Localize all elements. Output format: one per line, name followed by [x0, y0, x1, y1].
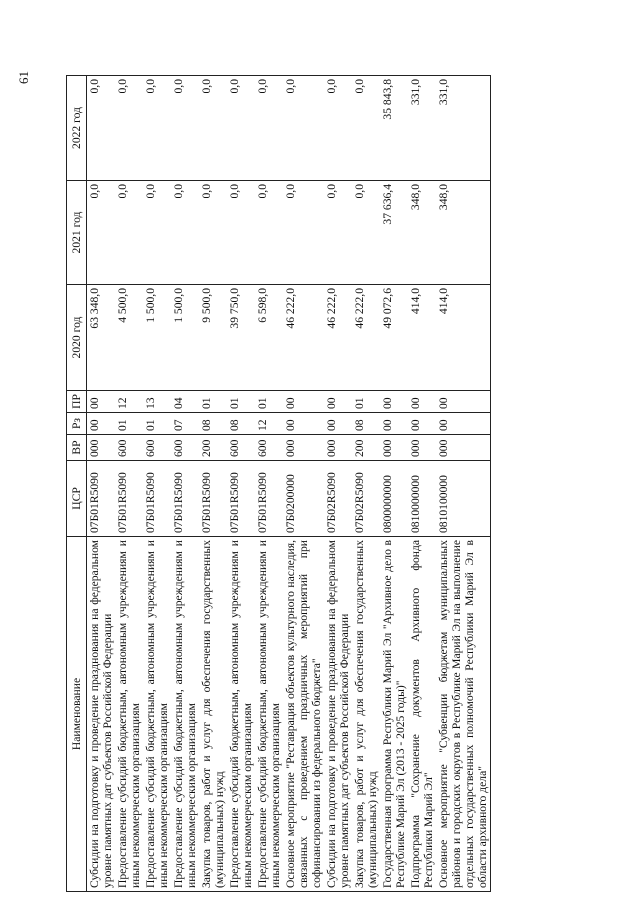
row-2021: 0,0 — [199, 181, 227, 285]
table-header — [67, 76, 87, 892]
row-2022: 0,0 — [115, 76, 143, 181]
row-2020: 49 072,6 — [380, 285, 408, 391]
row-csr: 0810100000 — [436, 461, 491, 537]
table-row — [436, 76, 491, 892]
row-rz: 08 — [352, 413, 380, 435]
row-pr: 00 — [283, 391, 324, 413]
row-2022: 0,0 — [143, 76, 171, 181]
row-2020: 63 348,0 — [87, 285, 116, 391]
table-row — [352, 76, 380, 892]
row-name: Субсидии на подготовку и проведение празднования на федеральном уровне памятных дат субъектов Российской Федерации — [324, 537, 352, 892]
row-rz: 00 — [408, 413, 436, 435]
header-2021: 2021 год — [67, 181, 87, 285]
row-2020: 6 598,0 — [255, 285, 283, 391]
row-2020: 414,0 — [436, 285, 491, 391]
row-pr: 13 — [143, 391, 171, 413]
header-rz: Рз — [67, 413, 87, 435]
row-2021: 348,0 — [436, 181, 491, 285]
row-csr: 07Б0200000 — [283, 461, 324, 537]
row-2021: 0,0 — [87, 181, 116, 285]
header-2022: 2022 год — [67, 76, 87, 181]
row-name: Государственная программа Республики Марий Эл "Архивное дело в Республике Марий Эл (2013 - 2025 годы)" — [380, 537, 408, 892]
row-csr: 07Б01R5090 — [171, 461, 199, 537]
row-pr: 00 — [380, 391, 408, 413]
row-pr: 12 — [115, 391, 143, 413]
row-2021: 0,0 — [143, 181, 171, 285]
row-rz: 00 — [324, 413, 352, 435]
row-rz: 08 — [199, 413, 227, 435]
row-2020: 39 750,0 — [227, 285, 255, 391]
row-rz: 00 — [87, 413, 116, 435]
row-2022: 0,0 — [87, 76, 116, 181]
row-name: Предоставление субсидий бюджетным, автономным учреждениям и иным некоммерческим организациям — [143, 537, 171, 892]
row-2021: 0,0 — [283, 181, 324, 285]
row-pr: 01 — [199, 391, 227, 413]
row-2022: 0,0 — [283, 76, 324, 181]
row-rz: 08 — [227, 413, 255, 435]
table-row — [255, 76, 283, 892]
row-pr: 00 — [408, 391, 436, 413]
row-pr: 01 — [352, 391, 380, 413]
row-name: Предоставление субсидий бюджетным, автономным учреждениям и иным некоммерческим организациям — [115, 537, 143, 892]
row-vr: 000 — [408, 435, 436, 461]
budget-table — [66, 75, 491, 892]
header-pr: ПР — [67, 391, 87, 413]
row-2022: 0,0 — [352, 76, 380, 181]
row-2020: 46 222,0 — [324, 285, 352, 391]
row-pr: 00 — [436, 391, 491, 413]
row-vr: 000 — [324, 435, 352, 461]
table-row — [87, 76, 116, 892]
table-row — [227, 76, 255, 892]
row-rz: 01 — [143, 413, 171, 435]
header-csr: ЦСР — [67, 461, 87, 537]
row-2021: 0,0 — [115, 181, 143, 285]
row-2022: 331,0 — [408, 76, 436, 181]
table-row — [324, 76, 352, 892]
header-vr: ВР — [67, 435, 87, 461]
row-rz: 12 — [255, 413, 283, 435]
row-2022: 35 843,8 — [380, 76, 408, 181]
row-2022: 0,0 — [324, 76, 352, 181]
row-2021: 37 636,4 — [380, 181, 408, 285]
row-2020: 414,0 — [408, 285, 436, 391]
row-csr: 0810000000 — [408, 461, 436, 537]
row-2021: 0,0 — [352, 181, 380, 285]
row-vr: 000 — [283, 435, 324, 461]
row-vr: 600 — [171, 435, 199, 461]
row-2022: 0,0 — [171, 76, 199, 181]
header-name: Наименование — [67, 537, 87, 892]
table-row — [283, 76, 324, 892]
budget-table-container — [66, 76, 586, 892]
header-2020: 2020 год — [67, 285, 87, 391]
row-csr: 07Б01R5090 — [143, 461, 171, 537]
row-csr: 0800000000 — [380, 461, 408, 537]
row-vr: 600 — [255, 435, 283, 461]
row-2021: 0,0 — [171, 181, 199, 285]
row-rz: 01 — [115, 413, 143, 435]
row-name: Основное мероприятие "Субвенции бюджетам муниципальных районов и городских округов в Республике Марий Эл на выполнение отдельных государственных полномочий Республики Марий Эл в области архивного дела" — [436, 537, 491, 892]
table-row — [380, 76, 408, 892]
row-2022: 0,0 — [199, 76, 227, 181]
row-vr: 600 — [115, 435, 143, 461]
row-vr: 000 — [87, 435, 116, 461]
table-row — [171, 76, 199, 892]
table-row — [408, 76, 436, 892]
row-vr: 000 — [436, 435, 491, 461]
row-pr: 04 — [171, 391, 199, 413]
row-vr: 600 — [227, 435, 255, 461]
row-2020: 46 222,0 — [352, 285, 380, 391]
row-rz: 07 — [171, 413, 199, 435]
row-2022: 0,0 — [255, 76, 283, 181]
row-name: Закупка товаров, работ и услуг для обеспечения государственных (муниципальных) нужд — [352, 537, 380, 892]
row-name: Предоставление субсидий бюджетным, автономным учреждениям и иным некоммерческим организациям — [227, 537, 255, 892]
row-pr: 00 — [324, 391, 352, 413]
row-2020: 4 500,0 — [115, 285, 143, 391]
row-2020: 46 222,0 — [283, 285, 324, 391]
row-vr: 200 — [199, 435, 227, 461]
table-row — [143, 76, 171, 892]
row-2021: 0,0 — [255, 181, 283, 285]
row-rz: 00 — [283, 413, 324, 435]
row-2021: 0,0 — [324, 181, 352, 285]
row-csr: 07Б02R5090 — [352, 461, 380, 537]
row-pr: 00 — [87, 391, 116, 413]
row-vr: 200 — [352, 435, 380, 461]
table-row — [199, 76, 227, 892]
row-name: Основное мероприятие "Реставрация объектов культурного наследия, связанных с проведением праздничных мероприятий при софинансировании из федерального бюджета" — [283, 537, 324, 892]
row-csr: 07Б01R5090 — [115, 461, 143, 537]
row-2020: 9 500,0 — [199, 285, 227, 391]
row-2021: 348,0 — [408, 181, 436, 285]
row-rz: 00 — [380, 413, 408, 435]
row-name: Предоставление субсидий бюджетным, автономным учреждениям и иным некоммерческим организациям — [171, 537, 199, 892]
row-2022: 0,0 — [227, 76, 255, 181]
row-csr: 07Б01R5090 — [199, 461, 227, 537]
table-body — [87, 76, 491, 892]
row-csr: 07Б01R5090 — [255, 461, 283, 537]
row-2021: 0,0 — [227, 181, 255, 285]
row-csr: 07Б01R5090 — [227, 461, 255, 537]
row-name: Подпрограмма "Сохранение документов Архивного фонда Республики Марий Эл" — [408, 537, 436, 892]
row-rz: 00 — [436, 413, 491, 435]
row-name: Закупка товаров, работ и услуг для обеспечения государственных (муниципальных) нужд — [199, 537, 227, 892]
table-row — [115, 76, 143, 892]
row-name: Предоставление субсидий бюджетным, автономным учреждениям и иным некоммерческим организациям — [255, 537, 283, 892]
row-pr: 01 — [255, 391, 283, 413]
row-2020: 1 500,0 — [171, 285, 199, 391]
row-pr: 01 — [227, 391, 255, 413]
row-2020: 1 500,0 — [143, 285, 171, 391]
row-name: Субсидии на подготовку и проведение празднования на федеральном уровне памятных дат субъектов Российской Федерации — [87, 537, 116, 892]
row-vr: 600 — [143, 435, 171, 461]
row-csr: 07Б02R5090 — [324, 461, 352, 537]
row-2022: 331,0 — [436, 76, 491, 181]
row-csr: 07Б01R5090 — [87, 461, 116, 537]
row-vr: 000 — [380, 435, 408, 461]
page-number: 61 — [16, 71, 31, 84]
